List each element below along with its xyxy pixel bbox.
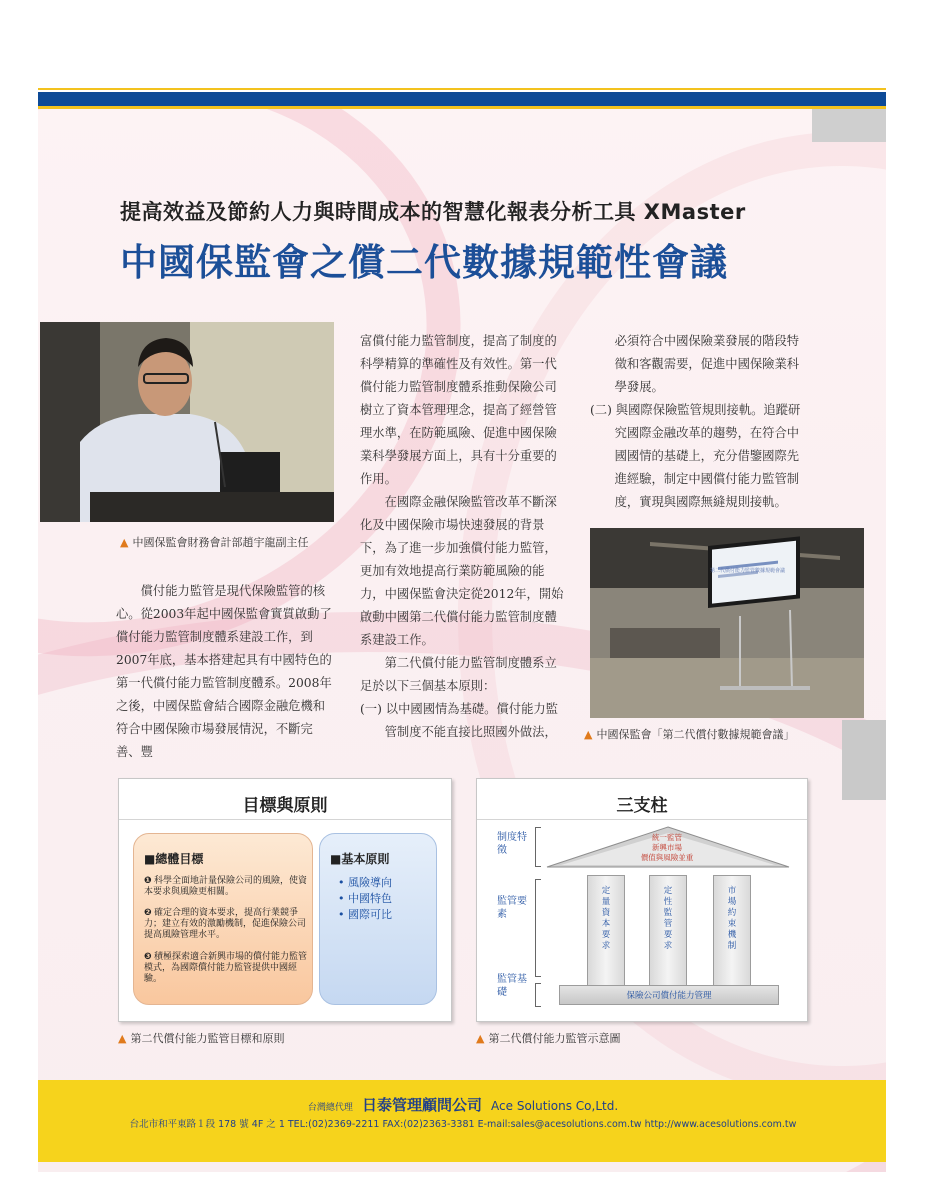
roof-line: 價值與風險並重 <box>640 853 694 862</box>
basic-principles-panel <box>319 833 437 1005</box>
goal-number: ❸ <box>144 952 152 962</box>
article-line: 度，實現與國際無縫規則接軌。 <box>590 495 787 509</box>
diagram2-caption-text: 第二代償付能力監管示意圖 <box>488 1032 621 1045</box>
pillar-market-discipline <box>713 875 751 987</box>
corner-gray-block <box>812 109 886 142</box>
screen-slide-text: 第二代償付能力監管數據規範會議 <box>710 568 786 574</box>
footer-contact: 台北市和平東路１段 178 號 4F 之 1 TEL:(02)2369-2211 FAX:(02)2363-3381 E-mail:sales@acesolutions.com.tw http://www.acesolutions.com.tw <box>129 1119 797 1130</box>
pillar-text: 定性監管要求 <box>663 886 673 951</box>
brace <box>535 879 541 977</box>
article-title: 中國保監會之償二代數據規範性會議 <box>120 241 728 284</box>
article-line: 必須符合中國保險業發展的階段特 <box>590 334 800 348</box>
brace <box>535 827 541 867</box>
three-pillars-diagram <box>476 778 808 1022</box>
conference-photo-caption <box>584 726 794 742</box>
label-institutional-features: 制度特徵 <box>497 832 527 856</box>
article-line: 究國際金融改革的趨勢，在符合中 <box>590 426 800 440</box>
pillar-text: 定量資本要求 <box>601 886 611 951</box>
article-subtitle: 提高效益及節約人力與時間成本的智慧化報表分析工具 XMaster <box>120 200 746 224</box>
principle-item: • 風險導向 <box>338 876 392 889</box>
roof-line: 新興市場 <box>652 843 682 852</box>
article-line: 進經驗，制定中國償付能力監管制 <box>590 472 800 486</box>
speaker-illustration <box>40 322 334 522</box>
top-gold-band <box>38 106 886 109</box>
goal-text: 科學全面地計量保險公司的風險，使資本要求與風險更相關。 <box>144 876 308 897</box>
article-paragraph: 第二代償付能力監管制度體系立足於以下三個基本原則： <box>360 656 557 693</box>
speaker-photo <box>40 322 334 522</box>
pillar-text: 市場約束機制 <box>727 886 737 951</box>
diagram1-caption <box>118 1030 284 1046</box>
article-column-3 <box>590 330 830 514</box>
conference-photo <box>590 528 864 718</box>
principle-item: • 中國特色 <box>338 892 392 905</box>
roof-text <box>617 833 717 863</box>
label-regulatory-elements: 監管要素 <box>497 896 527 920</box>
goals-title: ■總體目標 <box>144 852 204 866</box>
article-list-item: 管制度不能直接比照國外做法， <box>360 725 557 739</box>
diagram-divider <box>477 819 807 820</box>
speaker-caption-text: 中國保監會財務會計部趙宇龍副主任 <box>132 536 309 549</box>
conference-caption-text: 中國保監會「第二代償付數據規範會議」 <box>596 728 795 741</box>
diagram1-caption-text: 第二代償付能力監管目標和原則 <box>130 1032 285 1045</box>
caption-triangle-icon: ▲ <box>584 728 593 741</box>
caption-triangle-icon: ▲ <box>120 536 129 549</box>
overall-goals-panel <box>133 833 313 1005</box>
caption-triangle-icon: ▲ <box>476 1032 485 1045</box>
article-list-item: (一) 以中國國情為基礎。償付能力監 <box>360 702 558 716</box>
article-column-1 <box>116 580 336 764</box>
goal-item <box>144 952 314 985</box>
diagram-title: 目標與原則 <box>242 796 328 816</box>
article-line: (二) 與國際保險監管規則接軌。追蹤研 <box>590 403 801 417</box>
speaker-photo-caption <box>120 534 308 550</box>
goal-text: 確定合理的資本要求，提高行業競爭力；建立有效的激勵機制，促進保險公司提高風險管理水平。 <box>144 908 307 940</box>
roof-line: 統一監管 <box>652 833 682 842</box>
article-line: 學發展。 <box>590 380 664 394</box>
diagram-title: 三支柱 <box>616 796 668 816</box>
base-text: 保險公司償付能力管理 <box>626 991 712 1001</box>
pillar-qualitative-supervision <box>649 875 687 987</box>
caption-triangle-icon: ▲ <box>118 1032 127 1045</box>
article-column-2 <box>360 330 568 744</box>
diagram-divider <box>119 819 451 820</box>
article-paragraph: 償付能力監管是現代保險監管的核心。從2003年起中國保監會實質啟動了償付能力監管制度體系建設工作，到2007年底，基本搭建起具有中國特色的第一代償付能力監管制度體系。2008年之後，中國保監會結合國際金融危機和符合中國保險市場發展情況，不斷完善、豐 <box>116 584 332 759</box>
top-navy-band <box>38 92 886 106</box>
goal-item <box>144 876 314 898</box>
agent-label: 台灣總代理 <box>307 1103 353 1113</box>
conference-illustration <box>590 528 864 718</box>
goal-item <box>144 908 314 941</box>
principle-item: • 國際可比 <box>338 908 392 921</box>
side-gray-block <box>842 720 886 800</box>
principles-title: ■基本原則 <box>330 852 390 866</box>
footer-company-line <box>0 1094 926 1115</box>
goal-number: ❶ <box>144 876 152 886</box>
pillar-quantitative-capital <box>587 875 625 987</box>
brace <box>535 983 541 1007</box>
company-name-en: Ace Solutions Co,Ltd. <box>491 1099 619 1113</box>
goal-number: ❷ <box>144 908 152 918</box>
goal-text: 積極探索適合新興市場的償付能力監管模式，為國際償付能力監管提供中國經驗。 <box>144 952 308 984</box>
company-name-cn: 日泰管理顧問公司 <box>361 1096 482 1114</box>
goals-principles-diagram <box>118 778 452 1022</box>
pillar-base <box>559 985 779 1005</box>
article-line: 國國情的基礎上，充分借鑒國際先 <box>590 449 800 463</box>
article-line: 徵和客觀需要，促進中國保險業科 <box>590 357 800 371</box>
article-paragraph: 在國際金融保險監管改革不斷深化及中國保險市場快速發展的背景下，為了進一步加強償付能力監管，更加有效地提高行業防範風險的能力，中國保監會決定從2012年，開始啟動中國第二代償付能力監管制度體系建設工作。 <box>360 495 564 647</box>
article-paragraph: 富償付能力監管制度，提高了制度的科學精算的準確性及有效性。第一代償付能力監管制度體系推動保險公司樹立了資本管理理念，提高了經營管理水準，在防範風險、促進中國保險業科學發展方面上，具有十分重要的作用。 <box>360 334 557 486</box>
top-gold-line <box>38 88 886 90</box>
diagram2-caption <box>476 1030 620 1046</box>
label-regulatory-foundation: 監管基礎 <box>497 974 527 998</box>
